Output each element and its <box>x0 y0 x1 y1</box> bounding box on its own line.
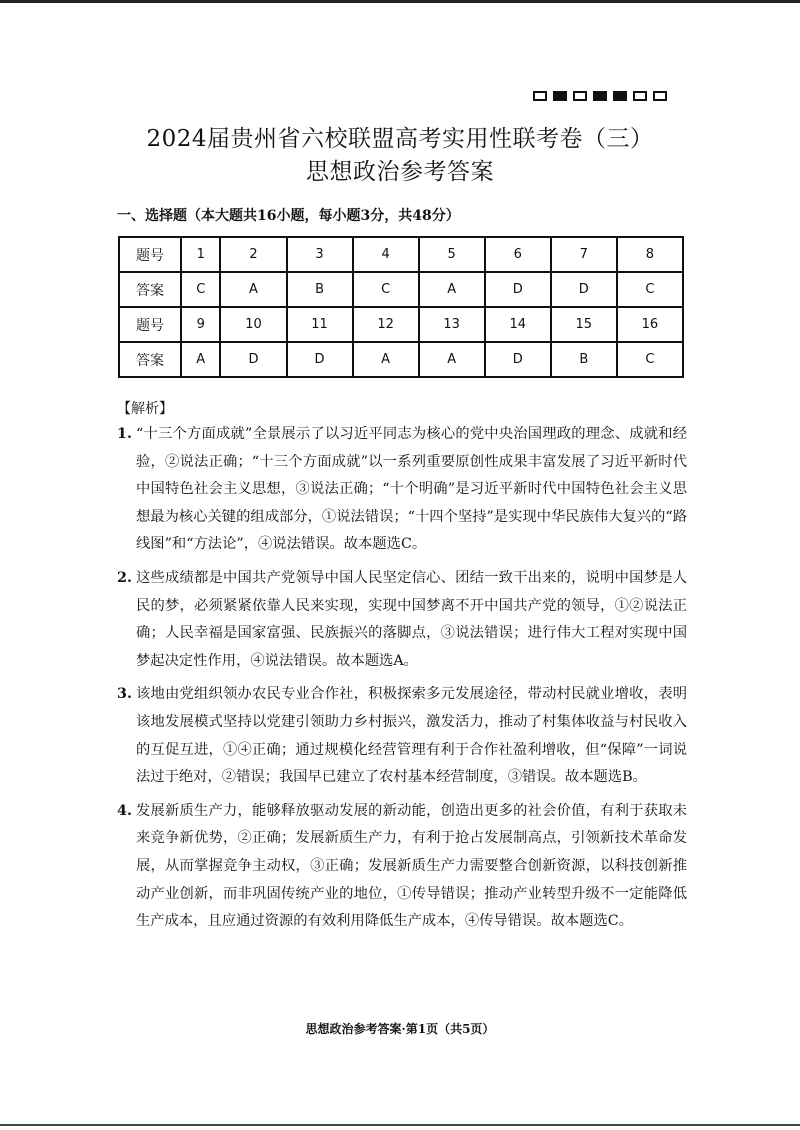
top-edge-line <box>0 0 800 3</box>
table-cell: D <box>220 342 286 377</box>
analysis-item <box>117 798 687 936</box>
table-cell: D <box>551 272 617 307</box>
table-cell: 13 <box>419 307 485 342</box>
code-mark <box>593 91 607 101</box>
item-text: 这些成绩都是中国共产党领导中国人民坚定信心、团结一致干出来的，说明中国梦是人民的梦，必须紧紧依靠人民来实现，实现中国梦离不开中国共产党的领导，①②说法正确；人民幸福是国家富强、民族振兴的落脚点，③说法错误；进行伟大工程对实现中国梦起决定性作用，④说法错误。故本题选A。 <box>136 569 687 669</box>
table-cell: D <box>485 342 551 377</box>
item-number: 3. <box>117 686 132 703</box>
table-row <box>119 237 683 272</box>
table-cell: A <box>419 342 485 377</box>
table-cell: D <box>287 342 353 377</box>
item-text: 发展新质生产力，能够释放驱动发展的新动能，创造出更多的社会价值，有利于获取未来竞争新优势，②正确；发展新质生产力，有利于抢占发展制高点，引领新技术革命发展，从而掌握竞争主动权，③正确；发展新质生产力需要整合创新资源，以科技创新推动产业创新，而非巩固传统产业的地位，①传导错误；推动产业转型升级不一定能降低生产成本，且应通过资源的有效利用降低生产成本，④传导错误。故本题选C。 <box>136 802 687 930</box>
table-cell: 14 <box>485 307 551 342</box>
table-cell: 1 <box>181 237 220 272</box>
code-mark <box>533 91 547 101</box>
table-cell: C <box>353 272 419 307</box>
answer-table <box>118 236 684 378</box>
code-mark <box>573 91 587 101</box>
table-row <box>119 307 683 342</box>
table-cell: 12 <box>353 307 419 342</box>
table-cell: B <box>287 272 353 307</box>
table-cell: 11 <box>287 307 353 342</box>
analysis-item <box>117 565 687 675</box>
code-mark <box>633 91 647 101</box>
item-number: 4. <box>117 802 132 819</box>
table-cell: 4 <box>353 237 419 272</box>
table-cell: C <box>181 272 220 307</box>
item-text: 该地由党组织领办农民专业合作社，积极探索多元发展途径，带动村民就业增收，表明该地发展模式坚持以党建引领助力乡村振兴，激发活力，推动了村集体收益与村民收入的互促互进，①④正确；通过规模化经营管理有利于合作社盈利增收，但“保障”一词说法过于绝对，②错误；我国早已建立了农村基本经营制度，③错误。故本题选B。 <box>136 686 687 786</box>
table-cell: B <box>551 342 617 377</box>
table-row <box>119 272 683 307</box>
table-cell: D <box>485 272 551 307</box>
table-cell: A <box>419 272 485 307</box>
document-subtitle: 思想政治参考答案 <box>306 159 494 185</box>
item-number: 1. <box>117 426 132 442</box>
table-cell: C <box>617 272 683 307</box>
exam-code-marks <box>533 91 667 101</box>
item-number: 2. <box>117 569 132 586</box>
table-cell: 6 <box>485 237 551 272</box>
table-cell: 10 <box>220 307 286 342</box>
row-header: 题号 <box>119 307 181 342</box>
item-text: “十三个方面成就”全景展示了以习近平同志为核心的党中央治国理政的理念、成就和经验，②说法正确；“十三个方面成就”以一系列重要原创性成果丰富发展了习近平新时代中国特色社会主义思想，③说法正确；“十个明确”是习近平新时代中国特色社会主义思想最为核心关键的组成部分，①说法错误；“十四个坚持”是实现中华民族伟大复兴的“路线图”和“方法论”，④说法错误。故本题选C。 <box>136 426 687 553</box>
document-title: 2024届贵州省六校联盟高考实用性联考卷（三） <box>146 126 654 152</box>
table-cell: 2 <box>220 237 286 272</box>
table-cell: A <box>220 272 286 307</box>
table-cell: 3 <box>287 237 353 272</box>
row-header: 答案 <box>119 272 181 307</box>
table-cell: 5 <box>419 237 485 272</box>
analysis-item <box>117 681 687 791</box>
table-cell: 7 <box>551 237 617 272</box>
analysis-list <box>117 421 687 942</box>
section-title: 一、选择题（本大题共16小题，每小题3分，共48分） <box>117 208 460 224</box>
table-cell: A <box>181 342 220 377</box>
table-cell: C <box>617 342 683 377</box>
analysis-label: 【解析】 <box>117 401 173 417</box>
table-cell: 15 <box>551 307 617 342</box>
table-cell: A <box>353 342 419 377</box>
table-cell: 8 <box>617 237 683 272</box>
code-mark <box>553 91 567 101</box>
code-mark <box>613 91 627 101</box>
analysis-item <box>117 421 687 559</box>
table-cell: 9 <box>181 307 220 342</box>
code-mark <box>653 91 667 101</box>
table-row <box>119 342 683 377</box>
bottom-edge-line <box>0 1124 800 1126</box>
page-footer: 思想政治参考答案·第1页（共5页） <box>305 1022 495 1036</box>
table-cell: 16 <box>617 307 683 342</box>
row-header: 题号 <box>119 237 181 272</box>
row-header: 答案 <box>119 342 181 377</box>
